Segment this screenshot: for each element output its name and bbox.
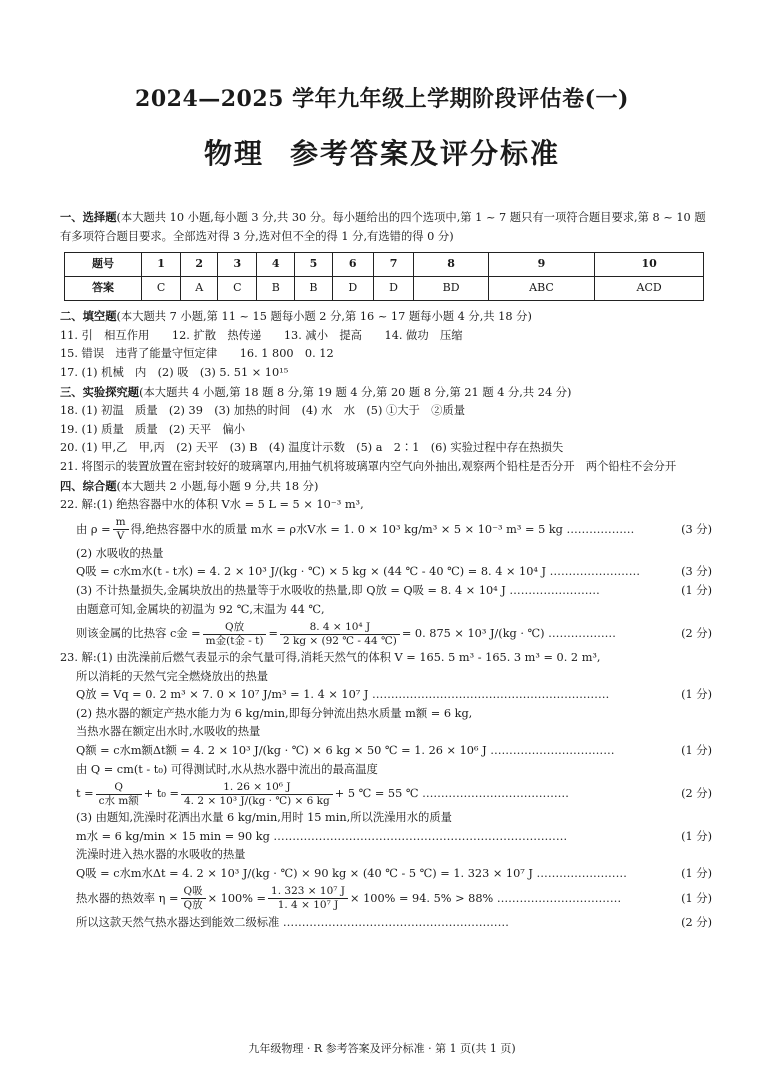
numerator: 1. 26 × 10⁶ J xyxy=(181,781,333,795)
fraction xyxy=(203,621,267,648)
formula-text: + t₀ = xyxy=(143,787,179,801)
q23-line xyxy=(60,865,712,884)
table-cell: B xyxy=(257,277,295,301)
table-cell: ACD xyxy=(595,277,704,301)
q22-line xyxy=(60,563,712,582)
table-cell: 8 xyxy=(414,253,488,277)
fraction xyxy=(96,781,142,808)
table-cell: D xyxy=(332,277,373,301)
formula-text: 所以这款天然气热水器达到能效二级标准 …………………………………………………… xyxy=(76,915,509,929)
formula-text: 得,绝热容器中水的质量 m水 = ρ水V水 = 1. 0 × 10³ kg/m³ × 5 × 10⁻³ m³ = 5 kg ……………… xyxy=(130,522,635,536)
denominator: 2 kg × (92 ℃ - 44 ℃) xyxy=(282,634,397,647)
q23-line xyxy=(60,914,712,933)
formula-text: Q放 = Vq = 0. 2 m³ × 7. 0 × 10⁷ J/m³ = 1. 4 × 10⁷ J ……………………………………………………… xyxy=(76,688,610,702)
exam-title: 2024—2025 学年九年级上学期阶段评估卷(一) xyxy=(135,86,629,112)
section-3-desc: (本大题共 4 小题,第 18 题 8 分,第 19 题 4 分,第 20 题 8 分,第 21 题 4 分,共 24 分) xyxy=(139,385,572,399)
numerator: Q放 xyxy=(203,621,267,635)
denominator: 1. 4 × 10⁷ J xyxy=(277,899,339,912)
score: (2 分) xyxy=(681,915,712,929)
score: (1 分) xyxy=(681,688,712,702)
formula-text: 热水器的热效率 η = xyxy=(76,891,179,905)
formula-text: t = xyxy=(76,787,94,801)
row-label-number: 题号 xyxy=(65,253,142,277)
q23-line xyxy=(60,742,712,761)
answer-body xyxy=(60,208,712,932)
fraction xyxy=(181,885,206,912)
table-cell: 7 xyxy=(373,253,414,277)
q23-line: (2) 热水器的额定产热水能力为 6 kg/min,即每分钟流出热水质量 m额 = 6 kg, xyxy=(76,706,473,720)
table-cell: BD xyxy=(414,277,488,301)
table-cell: 4 xyxy=(257,253,295,277)
q23-line: 当热水器在额定出水时,水吸收的热量 xyxy=(76,725,261,739)
section-3-heading: 三、实验探究题 xyxy=(60,384,140,399)
answer-line: 19. (1) 质量 质量 (2) 天平 偏小 xyxy=(60,422,246,436)
formula-text: Q吸 = c水m水Δt = 4. 2 × 10³ J/(kg · ℃) × 90 kg × (40 ℃ - 5 ℃) = 1. 323 × 10⁷ J …………………… xyxy=(76,867,627,881)
fraction xyxy=(280,621,400,648)
score: (2 分) xyxy=(681,627,712,641)
formula-text: Q吸 = c水m水(t - t水) = 4. 2 × 10³ J/(kg · ℃) × 5 kg × (44 ℃ - 40 ℃) = 8. 4 × 10⁴ J …………………… xyxy=(76,565,641,579)
table-cell: 2 xyxy=(181,253,218,277)
section-2-desc: (本大题共 7 小题,第 11 ~ 15 题每小题 2 分,第 16 ~ 17 题每小题 4 分,共 18 分) xyxy=(116,310,532,324)
score: (1 分) xyxy=(681,867,712,881)
numerator: Q xyxy=(96,781,142,795)
formula-text: (3) 不计热量损失,金属块放出的热量等于水吸收的热量,即 Q放 = Q吸 = 8. 4 × 10⁴ J …………………… xyxy=(76,583,600,597)
score: (3 分) xyxy=(681,522,712,536)
fraction xyxy=(268,885,348,912)
numerator: 1. 323 × 10⁷ J xyxy=(268,885,348,899)
section-1-desc: (本大题共 10 小题,每小题 3 分,共 30 分。每小题给出的四个选项中,第 1 ~ 7 题只有一项符合题目要求,第 8 ~ 10 题有多项符合题目要求。全部选对得 3 分,选对但不全的得 1 分,有选错的得 0 分) xyxy=(60,211,706,243)
score: (3 分) xyxy=(681,565,712,579)
score: (1 分) xyxy=(681,583,712,597)
q23-line: (3) 由题知,洗澡时花洒出水量 6 kg/min,用时 15 min,所以洗澡用水的质量 xyxy=(76,811,452,825)
table-cell: 1 xyxy=(142,253,181,277)
table-cell: ABC xyxy=(488,277,594,301)
q22-line xyxy=(60,582,712,601)
q23-line xyxy=(60,779,712,809)
denominator: m金(t金 - t) xyxy=(205,634,264,647)
numerator: 8. 4 × 10⁴ J xyxy=(280,621,400,635)
denominator: 4. 2 × 10³ J/(kg · ℃) × 6 kg xyxy=(183,794,330,807)
answer-line: 21. 将图示的装置放置在密封较好的玻璃罩内,用抽气机将玻璃罩内空气向外抽出,观察两个铅柱是否分开 两个铅柱不会分开 xyxy=(60,459,677,473)
denominator: Q放 xyxy=(183,899,203,912)
answer-line: 18. (1) 初温 质量 (2) 39 (3) 加热的时间 (4) 水 水 (5) ①大于 ②质量 xyxy=(60,404,466,418)
q23-line xyxy=(60,828,712,847)
denominator: V xyxy=(116,530,125,543)
section-2-header xyxy=(60,307,712,327)
score: (2 分) xyxy=(681,787,712,801)
denominator: c水 m额 xyxy=(98,794,139,807)
subtitle-text: 参考答案及评分标准 xyxy=(290,137,561,170)
q23-line xyxy=(60,686,712,705)
formula-text: Q额 = c水m额Δt额 = 4. 2 × 10³ J/(kg · ℃) × 6 kg × 50 ℃ = 1. 26 × 10⁶ J …………………………… xyxy=(76,744,615,758)
table-cell: 10 xyxy=(595,253,704,277)
answer-line: 15. 错误 违背了能量守恒定律 16. 1 800 0. 12 xyxy=(60,347,334,361)
exam-subtitle xyxy=(0,132,764,172)
score: (1 分) xyxy=(681,744,712,758)
table-cell: 9 xyxy=(488,253,594,277)
q23-line: 由 Q = cm(t - t₀) 可得测试时,水从热水器中流出的最高温度 xyxy=(76,762,378,776)
score: (1 分) xyxy=(681,891,712,905)
section-4-header xyxy=(60,477,712,497)
formula-text: × 100% = 94. 5% > 88% …………………………… xyxy=(350,891,622,905)
table-cell: A xyxy=(181,277,218,301)
q22-line: (2) 水吸收的热量 xyxy=(76,546,164,560)
table-cell: C xyxy=(142,277,181,301)
section-1-heading: 一、选择题 xyxy=(60,210,117,224)
formula-text: 由 ρ = xyxy=(76,522,111,536)
q23-line: 所以消耗的天然气完全燃烧放出的热量 xyxy=(76,669,269,683)
q23-line xyxy=(60,884,712,914)
section-1-header xyxy=(60,208,712,246)
formula-text: = 0. 875 × 10³ J/(kg · ℃) ……………… xyxy=(401,627,616,641)
formula-text: × 100% = xyxy=(207,891,267,905)
answer-line: 20. (1) 甲,乙 甲,丙 (2) 天平 (3) B (4) 温度计示数 (5) a 2∶1 (6) 实验过程中存在热损失 xyxy=(60,441,564,455)
formula-text: m水 = 6 kg/min × 15 min = 90 kg …………………………………………………………………… xyxy=(76,829,568,843)
table-cell: D xyxy=(373,277,414,301)
formula-text: 则该金属的比热容 c金 = xyxy=(76,627,201,641)
numerator: Q吸 xyxy=(181,885,206,899)
choice-answer-table xyxy=(64,252,704,301)
fraction xyxy=(181,781,333,808)
table-cell: B xyxy=(295,277,333,301)
fraction xyxy=(113,516,129,543)
answer-line: 11. 引 相互作用 12. 扩散 热传递 13. 减小 提高 14. 做功 压缩 xyxy=(60,328,463,342)
formula-text: + 5 ℃ = 55 ℃ ………………………………… xyxy=(334,787,569,801)
q22-line: 22. 解:(1) 绝热容器中水的体积 V水 = 5 L = 5 × 10⁻³ m³, xyxy=(60,498,364,512)
section-4-heading: 四、综合题 xyxy=(60,478,117,493)
table-cell: 5 xyxy=(295,253,333,277)
score: (1 分) xyxy=(681,829,712,843)
row-label-answer: 答案 xyxy=(65,277,142,301)
table-cell: C xyxy=(218,277,257,301)
table-cell: 3 xyxy=(218,253,257,277)
q23-line: 洗澡时进入热水器的水吸收的热量 xyxy=(76,848,246,862)
section-4-desc: (本大题共 2 小题,每小题 9 分,共 18 分) xyxy=(116,479,319,493)
table-row-answers xyxy=(65,277,704,301)
q22-line: 由题意可知,金属块的初温为 92 ℃,末温为 44 ℃, xyxy=(76,602,325,616)
q22-line xyxy=(60,515,712,545)
table-cell: 6 xyxy=(332,253,373,277)
section-3-header xyxy=(60,383,712,403)
answer-line: 17. (1) 机械 内 (2) 吸 (3) 5. 51 × 10¹⁵ xyxy=(60,365,289,379)
numerator: m xyxy=(113,516,129,530)
subject-name: 物理 xyxy=(203,137,264,170)
table-row-numbers xyxy=(65,253,704,277)
q22-line: 则该金属的比热容 c金 = $\frac{\text{Q放}}{\text{m金(t金 - t)}}$ = $\frac{\text{8. 4 × 10⁴ J}}{2 kg \times (92 ℃ - 44 ℃)}$ = 0. 875 × 10³ J/(kg · ℃) ……………… (2 分) xyxy=(60,619,712,649)
section-2-heading: 二、填空题 xyxy=(60,309,117,324)
page-footer: 九年级物理 · R 参考答案及评分标准 · 第 1 页(共 1 页) xyxy=(248,1042,516,1055)
q23-line: 23. 解:(1) 由洗澡前后燃气表显示的余气量可得,消耗天然气的体积 V = 165. 5 m³ - 165. 3 m³ = 0. 2 m³, xyxy=(60,651,601,665)
